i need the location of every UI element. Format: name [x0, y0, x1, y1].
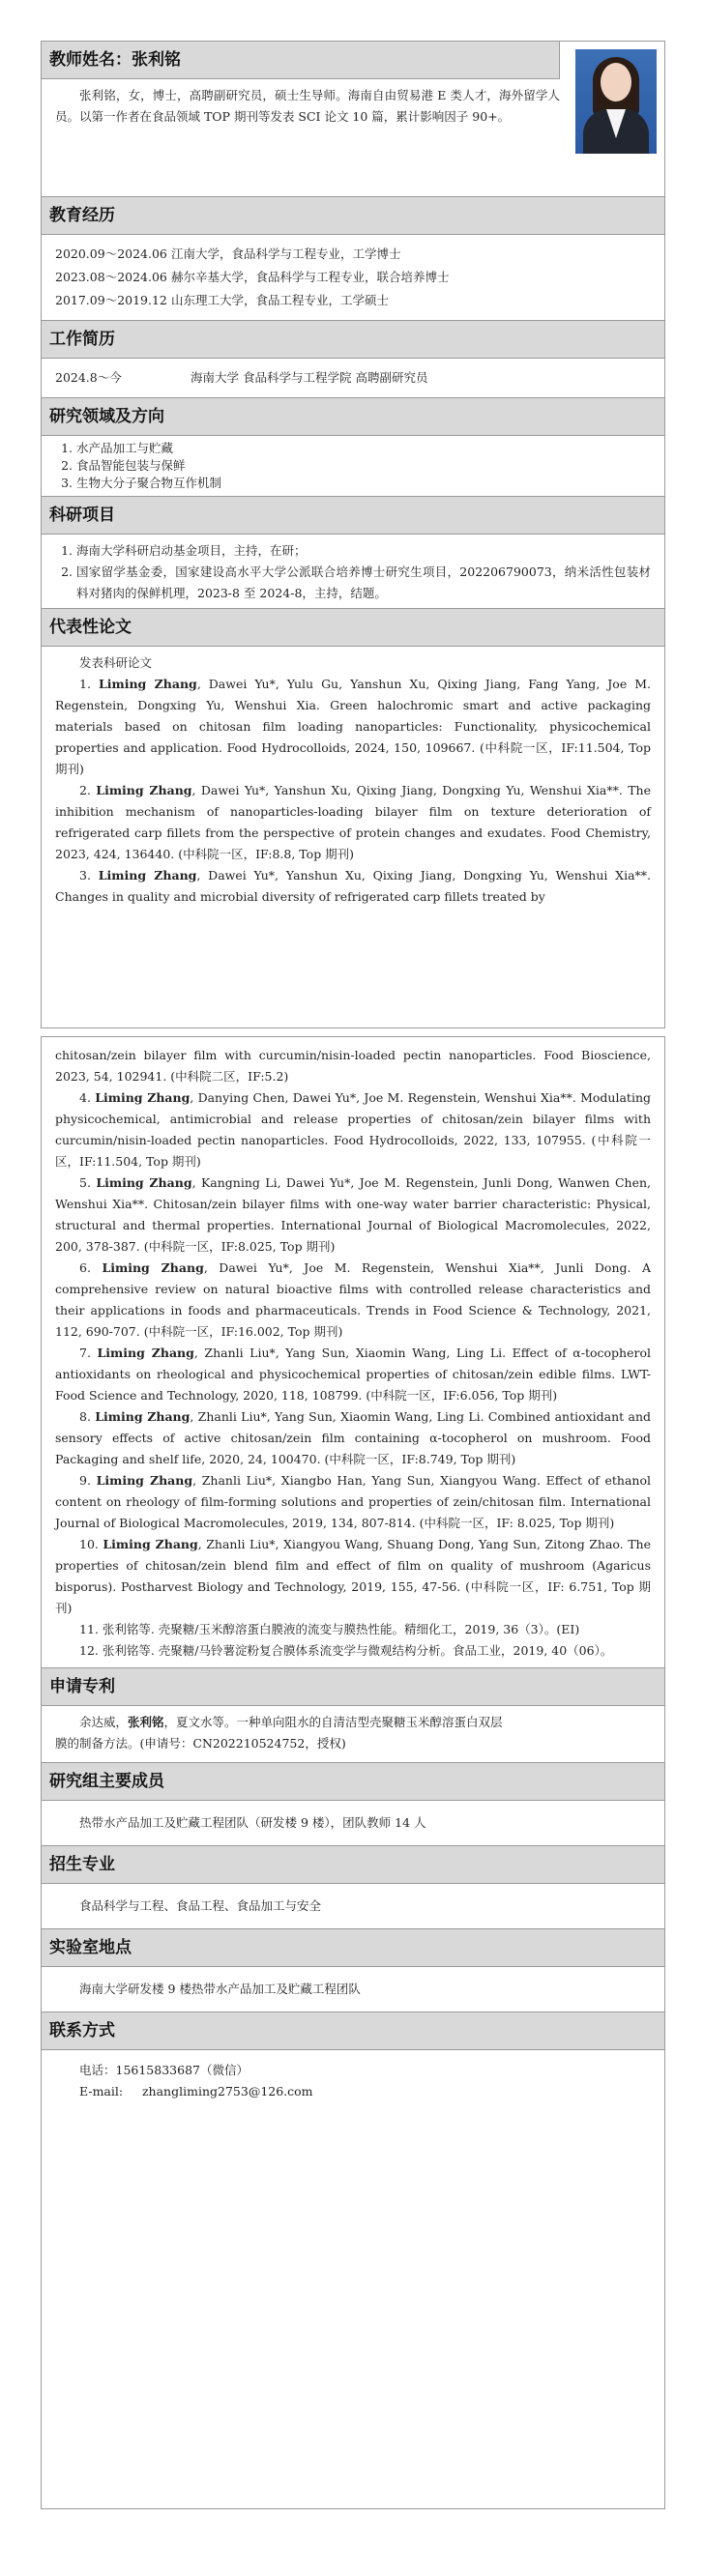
project-item: 2. 国家留学基金委，国家建设高水平大学公派联合培养博士研究生项目，202206790073，纳米活性包装材料对猪肉的保鲜机理，2023-8 至 2024-8，主持，结题。	[76, 562, 651, 604]
research-item: 2. 食品智能包装与保鲜	[76, 457, 651, 475]
education-item: 2020.09～2024.06 江南大学，食品科学与工程专业，工学博士	[55, 246, 401, 261]
patents-body	[42, 1706, 664, 1763]
projects-body	[42, 535, 664, 609]
paper-item: 12. 张利铭等. 壳聚糖/马铃薯淀粉复合膜体系流变学与微观结构分析。食品工业，2019, 40（06）。	[79, 1643, 613, 1658]
research-body	[42, 436, 664, 497]
paper-item: 5. Liming Zhang, Kangning Li, Dawei Yu*, Joe M. Regenstein, Junli Dong, Wanwen Chen, Wenshui Xia**. Chitosan/zein bilayer films with one-way water barrier characteristic: Physical, structural and thermal properties. International Journal of Biological Macromolecules, 2022, 200, 378-387. (中科院一区，IF:8.025, Top 期刊)	[55, 1175, 651, 1254]
profile-intro: 张利铭，女，博士，高聘副研究员，硕士生导师。海南自由贸易港 E 类人才，海外留学人员。以第一作者在食品领域 TOP 期刊等发表 SCI 论文 10 篇，累计影响因子 90+。	[55, 88, 560, 124]
enroll-body	[42, 1884, 664, 1929]
profile-photo	[575, 49, 657, 154]
education-body	[42, 235, 664, 321]
paper-item: 10. Liming Zhang, Zhanli Liu*, Xiangyou Wang, Shuang Dong, Yang Sun, Zitong Zhao. The properties of chitosan/zein blend film and effect of film on quality of mushroom (Agaricus bisporus). Postharvest Biology and Technology, 2019, 155, 47-56. (中科院一区，IF: 6.751, Top 期刊)	[55, 1537, 651, 1615]
cv-page-2	[41, 1036, 665, 2509]
paper-item: 7. Liming Zhang, Zhanli Liu*, Yang Sun, Xiaomin Wang, Ling Li. Effect of α-tocopherol antioxidants on rheological and physicochemical properties of chitosan/zein edible films. LWT-Food Science and Technology, 2020, 118, 108799. (中科院一区，IF:6.056, Top 期刊)	[55, 1346, 651, 1403]
contact-phone: 电话：15615833687（微信）	[79, 2063, 249, 2077]
lab-body	[42, 1967, 664, 2012]
profile-section	[42, 42, 664, 197]
teacher-name-heading: 教师姓名：张利铭	[42, 42, 560, 79]
research-heading: 研究领域及方向	[42, 398, 664, 436]
paper-item: 1. Liming Zhang, Dawei Yu*, Yulu Gu, Yanshun Xu, Qixing Jiang, Fang Yang, Joe M. Regenstein, Dongxing Yu, Wenshui Xia. Green halochromic smart and active packaging materials based on chitosan film loading nanoparticles: Functionality, physicochemical properties and application. Food Hydrocolloids, 2024, 150, 109667. (中科院一区，IF:11.504, Top 期刊)	[55, 677, 651, 776]
patent-item: 余达威，张利铭，夏文水等。一种单向阻水的自清洁型壳聚糖玉米醇溶蛋白双层	[79, 1715, 503, 1729]
team-text: 热带水产品加工及贮藏工程团队（研发楼 9 楼），团队教师 14 人	[79, 1815, 426, 1830]
paper-item: 11. 张利铭等. 壳聚糖/玉米醇溶蛋白膜液的流变与膜热性能。精细化工，2019, 36（3）。(EI)	[79, 1622, 580, 1636]
project-item: 1. 海南大学科研启动基金项目，主持，在研；	[76, 540, 651, 562]
papers-heading: 代表性论文	[42, 609, 664, 647]
education-heading: 教育经历	[42, 197, 664, 235]
paper-item: 3. Liming Zhang, Dawei Yu*, Yanshun Xu, Qixing Jiang, Dongxing Yu, Wenshui Xia**. Changes in quality and microbial diversity of refrigerated carp fillets treated by	[55, 868, 651, 904]
research-item: 3. 生物大分子聚合物互作机制	[76, 475, 651, 492]
lab-heading: 实验室地点	[42, 1929, 664, 1967]
lab-text: 海南大学研发楼 9 楼热带水产品加工及贮藏工程团队	[79, 1982, 361, 1996]
work-heading: 工作简历	[42, 321, 664, 359]
cv-page-1	[41, 41, 665, 1028]
education-item: 2017.09～2019.12 山东理工大学，食品工程专业，工学硕士	[55, 293, 390, 307]
email-link[interactable]: zhangliming2753@126.com	[141, 2084, 313, 2098]
papers-body	[42, 647, 664, 908]
patent-item-cont: 膜的制备方法。(申请号：CN202210524752，授权)	[55, 1736, 346, 1751]
research-item: 1. 水产品加工与贮藏	[76, 440, 651, 457]
projects-heading: 科研项目	[42, 497, 664, 535]
team-body	[42, 1801, 664, 1846]
paper-item: 6. Liming Zhang, Dawei Yu*, Joe M. Regenstein, Wenshui Xia**, Junli Dong. A comprehensive review on natural bioactive films with controlled release characteristics and their applications in foods and pharmaceuticals. Trends in Food Science & Technology, 2021, 112, 690-707. (中科院一区，IF:16.002, Top 期刊)	[55, 1260, 651, 1339]
paper-item: 9. Liming Zhang, Zhanli Liu*, Xiangbo Han, Yang Sun, Xiangyou Wang. Effect of ethanol content on rheology of film-forming solutions and properties of zein/chitosan film. International Journal of Biological Macromolecules, 2019, 134, 807-814. (中科院一区，IF: 8.025, Top 期刊)	[55, 1473, 652, 1530]
enroll-text: 食品科学与工程、食品工程、食品加工与安全	[79, 1898, 322, 1913]
education-item: 2023.08～2024.06 赫尔辛基大学，食品科学与工程专业，联合培养博士	[55, 270, 450, 284]
paper-item: chitosan/zein bilayer film with curcumin/nisin-loaded pectin nanoparticles. Food Bioscience, 2023, 54, 102941. (中科院二区，IF:5.2)	[55, 1048, 651, 1084]
team-heading: 研究组主要成员	[42, 1763, 664, 1801]
paper-item: 8. Liming Zhang, Zhanli Liu*, Yang Sun, Xiaomin Wang, Ling Li. Combined antioxidant and sensory effects of active chitosan/zein film containing α-tocopherol on mushroom. Food Packaging and shelf life, 2020, 24, 100470. (中科院一区，IF:8.749, Top 期刊)	[55, 1409, 651, 1466]
paper-item: 2. Liming Zhang, Dawei Yu*, Yanshun Xu, Qixing Jiang, Dongxing Yu, Wenshui Xia**. The inhibition mechanism of nanoparticles-loading bilayer film on texture deterioration of refrigerated carp fillets from the perspective of protein changes and exudates. Food Chemistry, 2023, 424, 136440. (中科院一区，IF:8.8, Top 期刊)	[55, 783, 651, 861]
papers-body-continued	[42, 1037, 664, 1668]
work-item: 2024.8～今 海南大学 食品科学与工程学院 高聘副研究员	[55, 370, 428, 385]
contact-body	[42, 2050, 664, 2110]
enroll-heading: 招生专业	[42, 1846, 664, 1884]
contact-email: E-mail: zhangliming2753@126.com	[79, 2084, 313, 2098]
paper-item: 4. Liming Zhang, Danying Chen, Dawei Yu*, Joe M. Regenstein, Wenshui Xia**. Modulating physicochemical, antimicrobial and release properties of chitosan/zein bilayer films with curcumin/nisin-loaded pectin nanoparticles. Food Hydrocolloids, 2022, 133, 107955. (中科院一区，IF:11.504, Top 期刊)	[55, 1090, 651, 1169]
patents-heading: 申请专利	[42, 1668, 664, 1706]
work-body	[42, 359, 664, 398]
papers-intro: 发表科研论文	[79, 655, 153, 670]
contact-heading: 联系方式	[42, 2012, 664, 2050]
